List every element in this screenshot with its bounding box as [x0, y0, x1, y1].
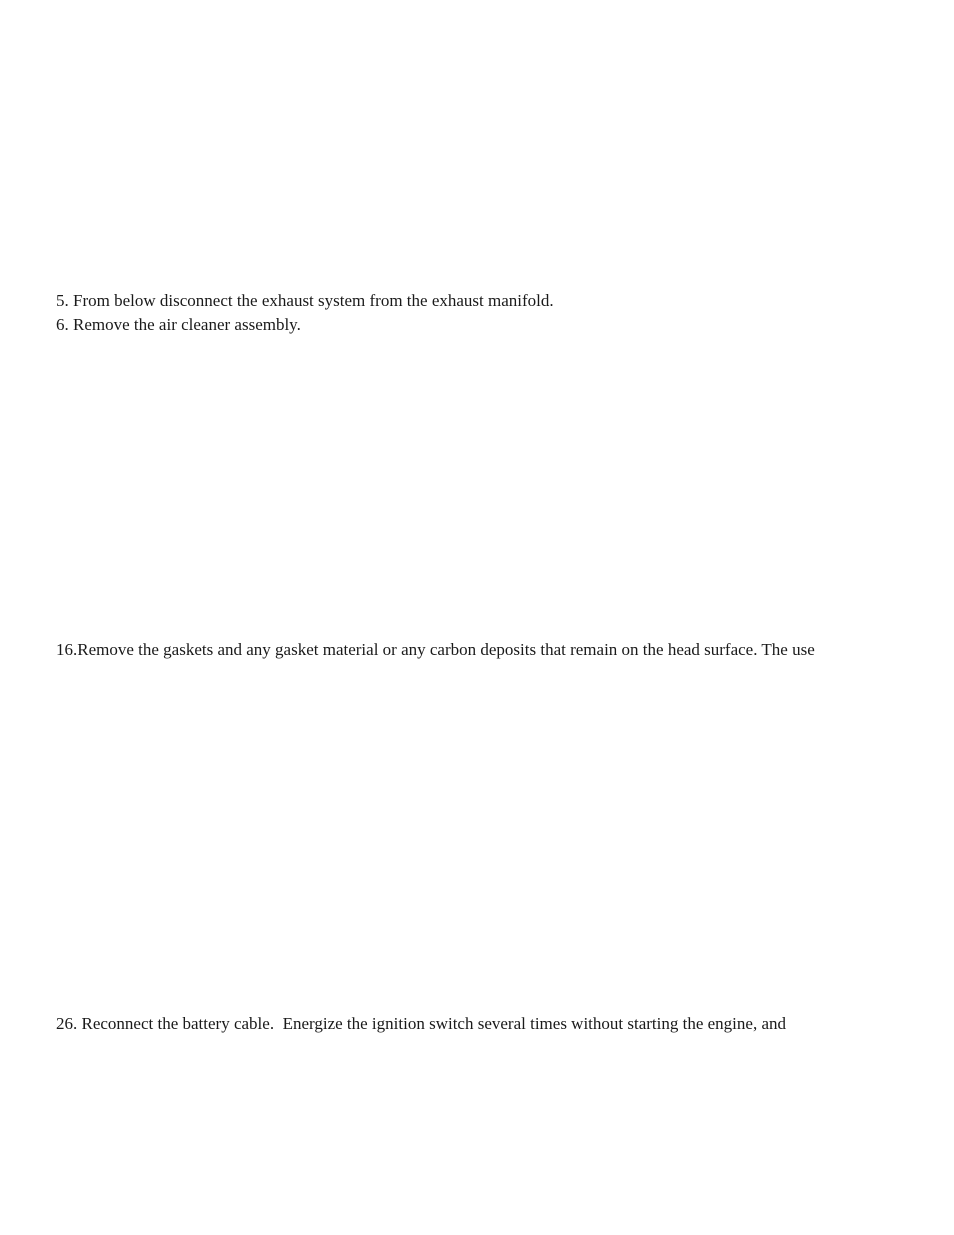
step-6-text: 6. Remove the air cleaner assembly.	[56, 315, 301, 334]
step-16-text: 16.Remove the gaskets and any gasket material or any carbon deposits that remain on the head surface. The use	[56, 640, 815, 659]
step-5-text: 5. From below disconnect the exhaust system from the exhaust manifold.	[56, 291, 554, 310]
step-26-text: 26. Reconnect the battery cable. Energize the ignition switch several times without starting the engine, and	[56, 1014, 786, 1033]
